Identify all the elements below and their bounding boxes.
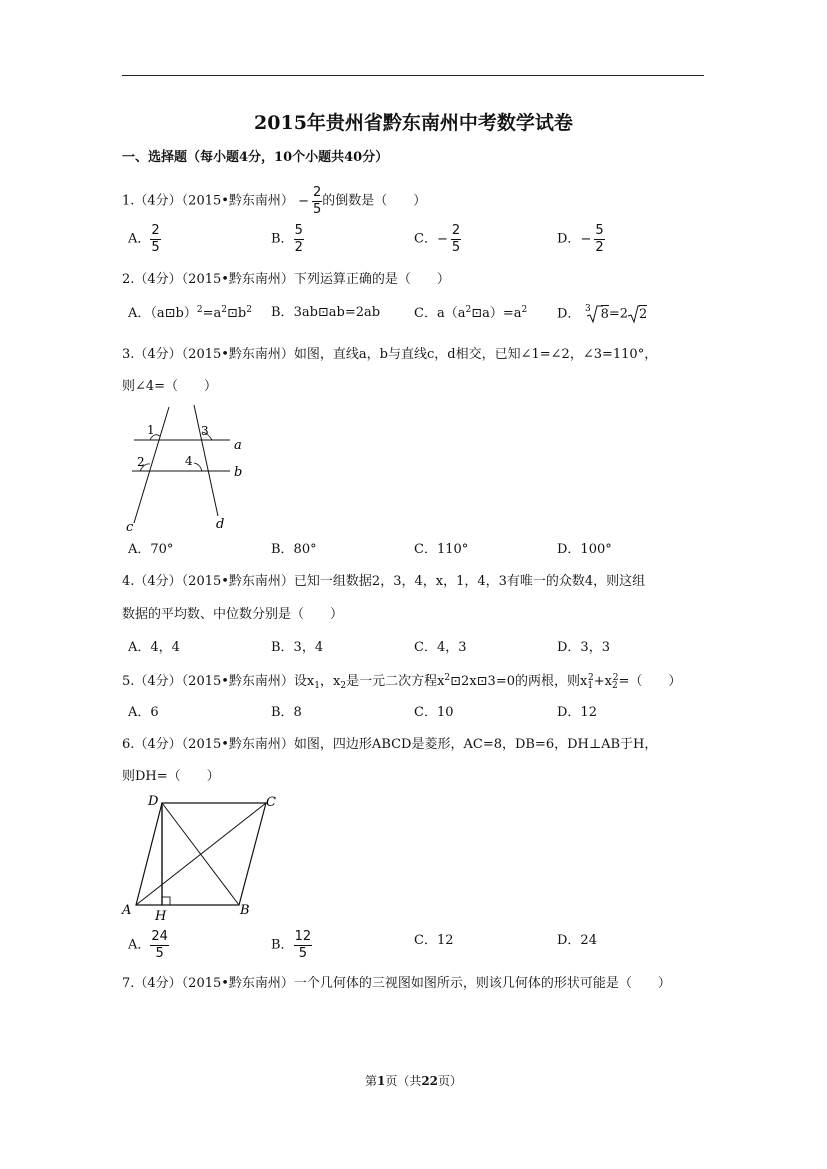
right-angle-mark [162, 897, 170, 905]
point-h-label: H [155, 909, 167, 924]
q3-figure [122, 400, 262, 540]
angle-4-label: 4 [185, 454, 193, 468]
q6-option-c[interactable]: C．12 [414, 933, 454, 948]
q2-option-c[interactable]: C．$a(a^2⊡a)=a^2$ [414, 305, 528, 321]
question-1-stem: 1.（4分）（2015•黔东南州） − $\frac{2}{5}$ 的倒数是（ ） [122, 185, 427, 217]
q6-rhombus-figure [120, 792, 285, 924]
vertex-a-label: A [122, 903, 132, 918]
question-6-line1: 6.（4分）（2015•黔东南州）如图，四边形ABCD是菱形，AC=8，DB=6，DH⊥AB于H， [122, 737, 658, 752]
section-heading: 一、选择题（每小题4分，10个小题共40分） [122, 150, 389, 165]
q5-option-a[interactable]: A．6 [128, 705, 159, 720]
q4-option-a[interactable]: A．4，4 [128, 640, 180, 655]
q3-option-d[interactable]: D．100° [557, 542, 612, 557]
line-b-label: b [234, 465, 243, 480]
q4-option-c[interactable]: C．4，3 [414, 640, 467, 655]
q4-option-b[interactable]: B．3，4 [271, 640, 324, 655]
q1-option-c[interactable]: C．− $\frac{2}{5}$ [414, 223, 461, 255]
q5-option-d[interactable]: D．12 [557, 705, 597, 720]
q3-option-c[interactable]: C．110° [414, 542, 469, 557]
cube-root [585, 304, 603, 324]
angle-2-label: 2 [137, 455, 145, 469]
question-4-line1: 4.（4分）（2015•黔东南州）已知一组数据2，3，4，x，1，4，3有唯一的众数4，则这组 [122, 574, 646, 589]
vertex-b-label: B [240, 903, 250, 918]
line-c-label: c [126, 520, 134, 535]
question-5-stem: 5.（4分）（2015•黔东南州）设$x_1$，$x_2$是一元二次方程$x^2⊡2x⊡3=0$的两根，则$x_1^2+x_2^2=$（ ） [122, 673, 682, 691]
q1-option-b[interactable]: B． $\frac{5}{2}$ [271, 223, 303, 255]
q6-option-d[interactable]: D．24 [557, 933, 597, 948]
q1-option-a[interactable]: A． $\frac{2}{5}$ [128, 223, 160, 255]
question-3-line2: 则∠4=（ ） [122, 379, 218, 394]
angle-3-label: 3 [201, 424, 209, 438]
q2-option-a[interactable]: A．$(a⊡b)^2=a^2⊡b^2$ [128, 305, 252, 321]
q4-option-d[interactable]: D．3，3 [557, 640, 610, 655]
q5-option-c[interactable]: C．10 [414, 705, 454, 720]
q5-option-b[interactable]: B．8 [271, 705, 302, 720]
page-title: 2015年贵州省黔东南州中考数学试卷 [254, 112, 573, 134]
svg-text:3: 3 [584, 304, 591, 314]
q6-option-a[interactable]: A． $\frac{24}{5}$ [128, 929, 168, 961]
question-2-stem: 2.（4分）（2015•黔东南州）下列运算正确的是（ ） [122, 272, 450, 287]
q2-option-b[interactable]: B．3ab⊡ab=2ab [271, 305, 381, 320]
header-rule [122, 75, 704, 76]
angle-1-label: 1 [147, 423, 155, 437]
line-d-label: d [216, 517, 225, 532]
q6-option-b[interactable]: B． $\frac{12}{5}$ [271, 929, 312, 961]
question-4-line2: 数据的平均数、中位数分别是（ ） [122, 607, 344, 622]
question-7-stem: 7.（4分）（2015•黔东南州）一个几何体的三视图如图所示，则该几何体的形状可能是（ ） [122, 976, 671, 991]
question-3-line1: 3.（4分）（2015•黔东南州）如图，直线a，b与直线c，d相交，已知∠1=∠2，∠3=110°， [122, 347, 658, 362]
diagonal-db [162, 803, 239, 905]
vertex-c-label: C [266, 795, 276, 810]
q3-option-a[interactable]: A．70° [128, 542, 174, 557]
q1-option-d[interactable]: D．− $\frac{5}{2}$ [557, 223, 604, 255]
angle-4-arc [194, 463, 202, 471]
q3-option-b[interactable]: B．80° [271, 542, 317, 557]
fraction: $\frac{2}{5}$ [312, 185, 322, 217]
vertex-d-label: D [148, 794, 159, 809]
q2-option-d[interactable]: D． 3 8=2 2 [557, 304, 647, 324]
page-footer: 第1页（共22页） [364, 1074, 463, 1088]
line-a-label: a [234, 438, 242, 453]
question-6-line2: 则DH=（ ） [122, 769, 220, 784]
minus-sign: − [298, 193, 309, 209]
line-d [194, 405, 218, 516]
